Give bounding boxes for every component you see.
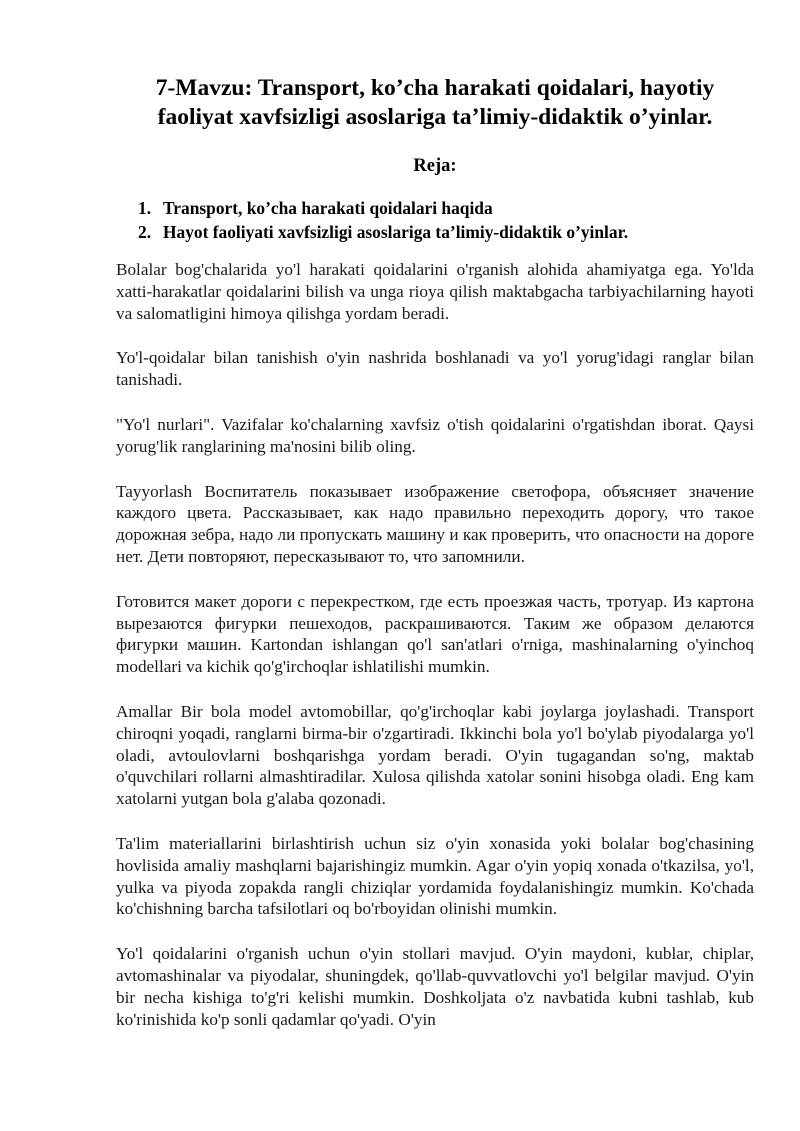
body-paragraph: Yo'l-qoidalar bilan tanishish o'yin nashrida boshlanadi va yo'l yorug'idagi ranglar bilan tanishadi.	[116, 348, 754, 390]
plan-item-number: 2.	[138, 222, 152, 242]
plan-item	[116, 196, 754, 220]
plan-item-text: Transport, ko’cha harakati qoidalari haqida	[163, 198, 493, 218]
body-paragraph: Готовится макет дороги с перекрестком, где есть проезжая часть, тротуар. Из картона вырезаются фигурки пешеходов, раскрашиваются. Таким же образом делаются фигурки машин. Kartondan ishlangan qo'l san'atlari o'rniga, mashinalarning o'yinchoq modellari va kichik qo'g'irchoqlar ishlatilishi mumkin.	[116, 591, 754, 677]
body-paragraph: Amallar Bir bola model avtomobillar, qo'g'irchoqlar kabi joylarga joylashadi. Transport chiroqni yoqadi, ranglarni birma-bir o'zgartiradi. Ikkinchi bola yo'l bo'ylab piyodalarga yo'l oladi, avtoulovlarni boshqarishga yordam beradi. O'yin tugagandan so'ng, maktab o'quvchilari rollarni almashtiradilar. Xulosa qilishda xatolar sonini hisobga oladi. Eng kam xatolarni yutgan bola g'alaba qozonadi.	[116, 701, 754, 809]
plan-item-number: 1.	[138, 198, 152, 218]
plan-list	[116, 196, 754, 244]
body-paragraph: "Yo'l nurlari". Vazifalar ko'chalarning xavfsiz o'tish qoidalarini o'rgatishdan iborat. Qaysi yorug'lik ranglarining ma'nosini bilib oling.	[116, 414, 754, 456]
plan-heading: Reja:	[413, 156, 457, 176]
plan-item-text: Hayot faoliyati xavfsizligi asoslariga ta’limiy-didaktik o’yinlar.	[163, 222, 629, 242]
title-line-1: 7-Mavzu: Transport, ko’cha harakati qoidalari, hayotiy	[155, 75, 715, 101]
document-body	[116, 259, 754, 1030]
plan-item	[116, 220, 754, 244]
body-paragraph: Tayyorlash Воспитатель показывает изображение светофора, объясняет значение каждого цвета. Рассказывает, как надо правильно переходить дорогу, что такое дорожная зебра, надо ли пропускать машину и как проверить, что опасности на дороге нет. Дети повторяют, пересказывают то, что запомнили.	[116, 481, 754, 566]
title-line-2: faoliyat xavfsizligi asoslariga ta’limiy-didaktik o’yinlar.	[157, 104, 713, 130]
body-paragraph: Ta'lim materiallarini birlashtirish uchun siz o'yin xonasida yoki bolalar bog'chasining hovlisida amaliy mashqlarni bajarishingiz mumkin. Agar o'yin yopiq xonada o'tkazilsa, yo'l, yulka va piyoda zopakda rangli chiziqlar yordamida foydalanishingiz mumkin. Ko'chada ko'chishning barcha tafsilotlari oq bo'rboyidan olinishi mumkin.	[116, 833, 754, 919]
document-page	[116, 74, 754, 1030]
body-paragraph: Yo'l qoidalarini o'rganish uchun o'yin stollari mavjud. O'yin maydoni, kublar, chiplar, avtomashinalar va piyodalar, shuningdek, qo'llab-quvvatlovchi yo'l belgilar mavjud. O'yin bir necha kishiga to'g'ri kelishi mumkin. Doshkoljata o'z navbatida kubni tashlab, kub ko'rinishida ko'p sonli qadamlar qo'yadi. O'yin	[116, 944, 754, 1029]
body-paragraph: Bolalar bog'chalarida yo'l harakati qoidalarini o'rganish alohida ahamiyatga ega. Yo'lda xatti-harakatlar qoidalarini bilish va unga rioya qilish maktabgacha tarbiyachilarning hayoti va salomatligini himoya qilishga yordam beradi.	[116, 260, 754, 323]
document-title	[116, 74, 754, 132]
